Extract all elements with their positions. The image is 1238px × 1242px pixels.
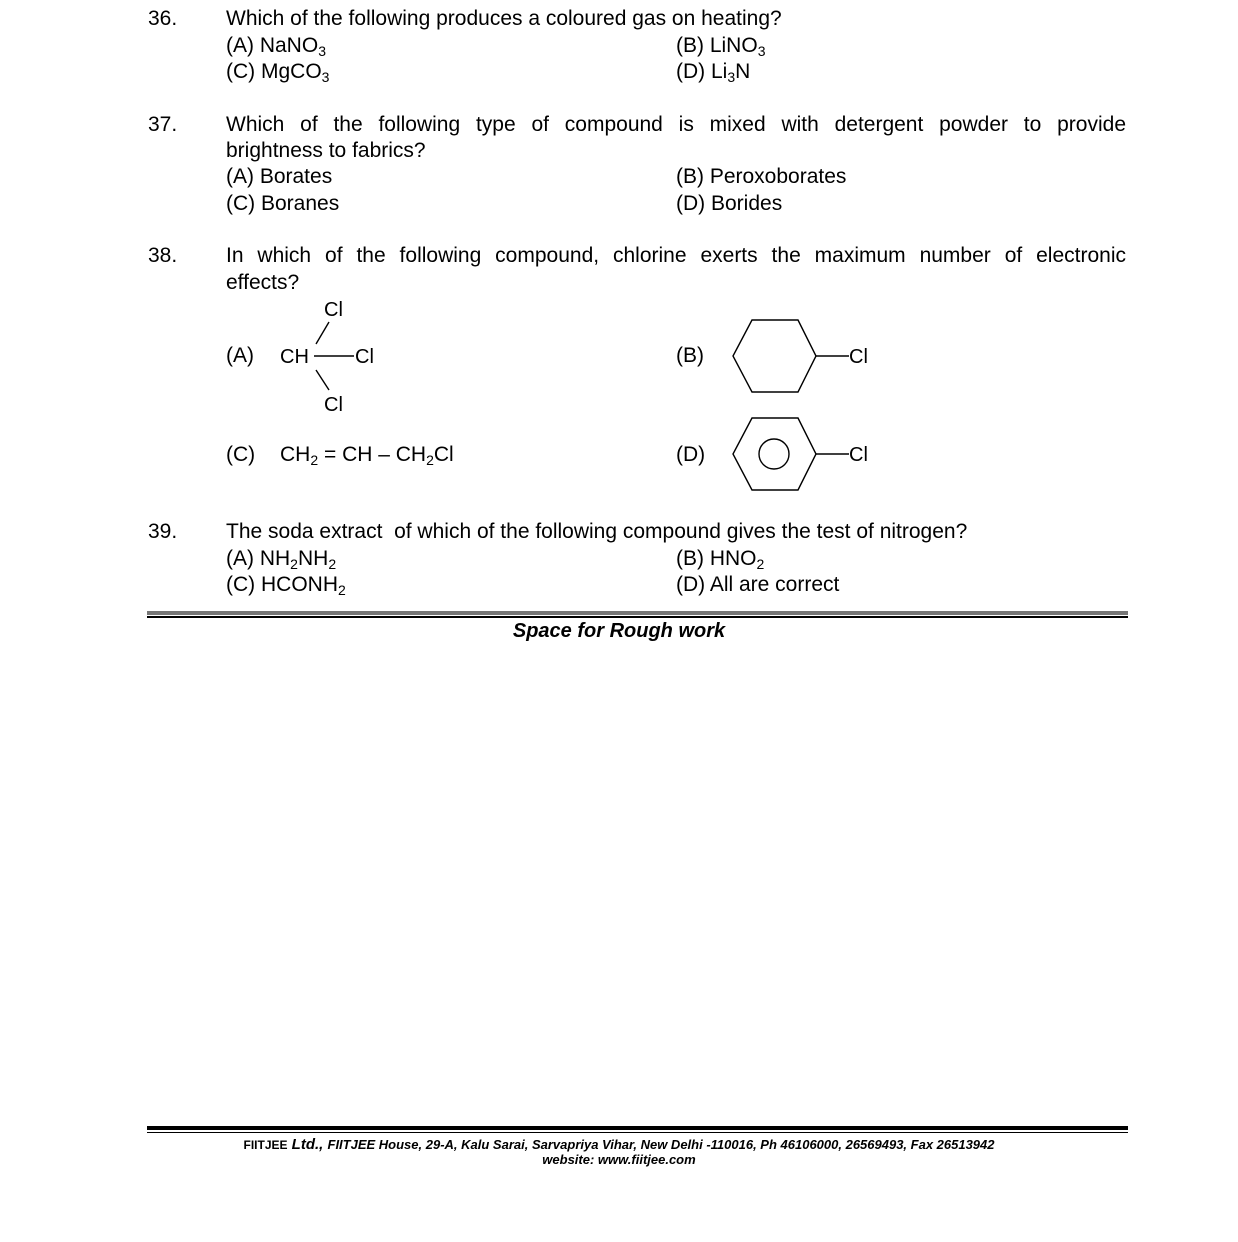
question-37 — [148, 112, 1128, 164]
footer-divider-thin — [147, 1132, 1128, 1133]
section-divider-thick — [147, 611, 1128, 615]
option-c: (C) $CH_2$ = CH – $CH_2Cl$ — [226, 443, 454, 468]
option-c: (C) MgCO$_3$ — [226, 60, 330, 85]
option-a-structure — [270, 292, 400, 420]
bond-bottom — [316, 370, 329, 390]
option-a: (A) NaNO$_3$ — [226, 34, 326, 59]
option-d-structure — [725, 414, 885, 496]
option-a: (A) Borates — [226, 165, 333, 188]
cyclohexane-ring — [733, 320, 816, 392]
option-b-label: (B) — [676, 344, 704, 367]
chlorine-bottom: Cl — [324, 394, 343, 416]
footer-website: website: www.fiitjee.com — [542, 1152, 696, 1167]
option-c-label: (C) — [226, 443, 256, 466]
footer-brand: FIITJEE — [243, 1138, 288, 1152]
carbon-center: CH — [280, 346, 309, 368]
section-divider-thin — [147, 616, 1128, 618]
question-number: 37. — [148, 113, 178, 136]
footer-address — [0, 1136, 1238, 1153]
option-b: (B) $HNO_2$ — [676, 547, 765, 572]
question-text: Which of the following produces a coloured gas on heating? — [226, 7, 782, 30]
chlorine-top: Cl — [324, 299, 343, 321]
question-text-line-2: brightness to fabrics? — [226, 139, 426, 162]
chlorine: Cl — [849, 444, 868, 466]
footer-ltd: Ltd., — [287, 1136, 328, 1153]
question-38 — [148, 243, 1128, 295]
option-d: (D) All are correct — [676, 573, 840, 596]
option-a-label: (A) — [226, 344, 254, 367]
question-text-line-2: effects? — [226, 271, 300, 294]
option-d: (D) Borides — [676, 192, 783, 215]
chlorine: Cl — [849, 346, 868, 368]
option-b-structure — [725, 315, 885, 399]
benzene-ring — [733, 418, 816, 490]
rough-work-label: Space for Rough work — [512, 620, 726, 642]
question-number: 39. — [148, 520, 178, 543]
option-b: (B) LiNO$_3$ — [676, 34, 766, 59]
chlorine-right: Cl — [355, 346, 374, 368]
option-c: (C) $HCONH_2$ — [226, 573, 346, 598]
option-a: (A) $NH_2NH_2$ — [226, 547, 337, 572]
aromatic-circle — [759, 439, 789, 469]
option-d: (D) $Li_3N$ — [676, 60, 751, 85]
question-text-line-1: Which of the following type of compound is mixed with detergent powder to provide — [226, 113, 1126, 136]
footer-divider-thick — [147, 1126, 1128, 1130]
footer-address-text: FIITJEE House, 29-A, Kalu Sarai, Sarvapriya Vihar, New Delhi -110016, Ph 46106000, 26569493, Fax 26513942 — [327, 1137, 995, 1152]
option-b: (B) Peroxoborates — [676, 165, 847, 188]
question-number: 38. — [148, 244, 178, 267]
option-c: (C) Boranes — [226, 192, 340, 215]
question-number: 36. — [148, 7, 178, 30]
question-text-line-1: In which of the following compound, chlorine exerts the maximum number of electronic — [226, 244, 1126, 267]
bond-top — [316, 322, 329, 344]
question-text: The soda extract of which of the following compound gives the test of nitrogen? — [226, 520, 968, 543]
option-d-label: (D) — [676, 443, 706, 466]
